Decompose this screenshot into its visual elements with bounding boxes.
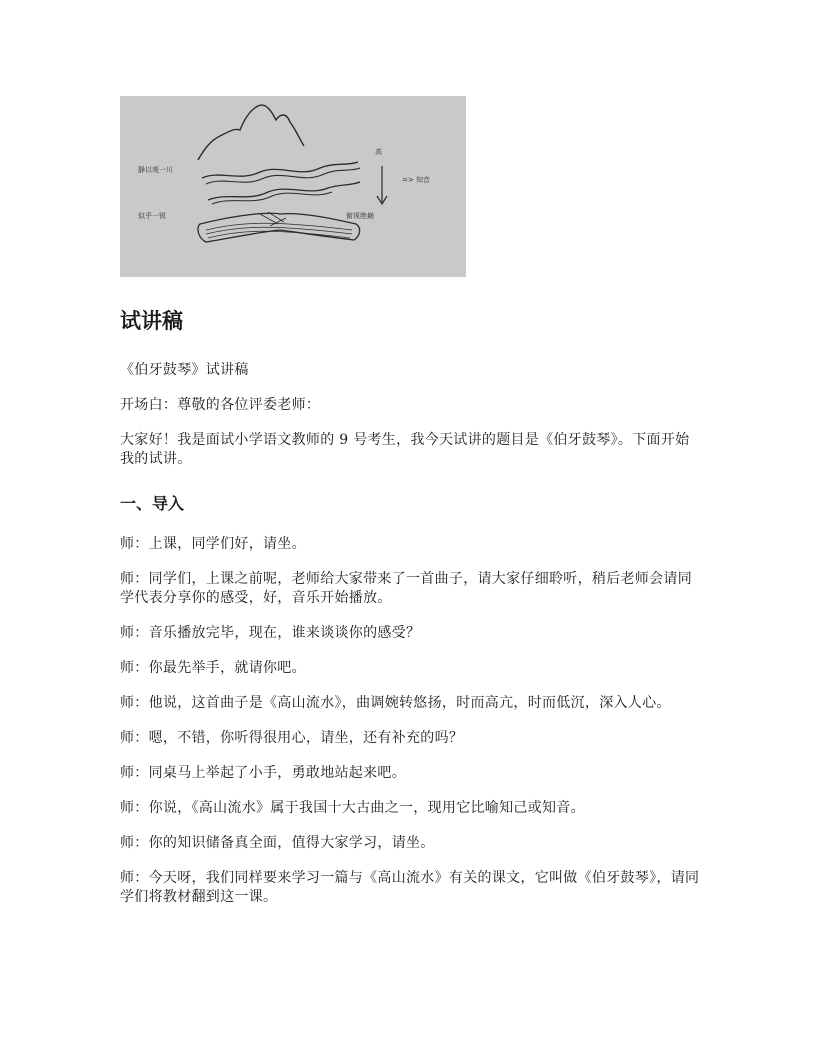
annotation-left-top: 静以观一川 [138, 166, 173, 174]
dialogue-paragraph: 师：你的知识储备真全面，值得大家学习，请坐。 [120, 835, 435, 851]
section-heading: 一、导入 [120, 494, 185, 513]
sketch-drawing [120, 96, 466, 277]
dialogue-paragraph: 师：他说，这首曲子是《高山流水》，曲调婉转悠扬，时而高亢，时而低沉，深入人心。 [120, 695, 671, 711]
dialogue-paragraph: 师：音乐播放完毕，现在，谁来谈谈你的感受？ [120, 625, 421, 641]
annotation-left-bottom: 似乎一锐 [138, 212, 166, 220]
sketch-photo [120, 96, 466, 277]
dialogue-paragraph: 师：同学们，上课之前呢，老师给大家带来了一首曲子，请大家仔细聆听，稍后老师会请同学代表分享你的感受，好，音乐开始播放。 [120, 571, 692, 606]
document-page [120, 96, 700, 907]
annotation-right-bottom: 俯视绝巅 [346, 212, 374, 220]
annotation-arrow-top: 高 [375, 148, 382, 156]
dialogue-paragraph: 师：嗯，不错，你听得很用心，请坐，还有补充的吗？ [120, 730, 464, 746]
subtitle-paragraph: 《伯牙鼓琴》试讲稿 [120, 362, 249, 378]
intro-paragraph: 大家好！我是面试小学语文教师的 9 号考生，我今天试讲的题目是《伯牙鼓琴》。下面开始我的试讲。 [120, 432, 690, 467]
dialogue-paragraph: 师：你最先举手，就请你吧。 [120, 660, 306, 676]
opening-paragraph: 开场白：尊敬的各位评委老师： [120, 397, 321, 413]
annotation-arrow-right: => 知音 [402, 176, 430, 184]
dialogue-paragraph: 师：上课，同学们好，请坐。 [120, 536, 306, 552]
dialogue-paragraph: 师：今天呀，我们同样要来学习一篇与《高山流水》有关的课文，它叫做《伯牙鼓琴》，请同学们将教材翻到这一课。 [120, 870, 700, 905]
dialogue-paragraph: 师：同桌马上举起了小手，勇敢地站起来吧。 [120, 765, 406, 781]
page-title: 试讲稿 [120, 309, 183, 333]
dialogue-paragraph: 师：你说，《高山流水》属于我国十大古曲之一，现用它比喻知己或知音。 [120, 800, 585, 816]
